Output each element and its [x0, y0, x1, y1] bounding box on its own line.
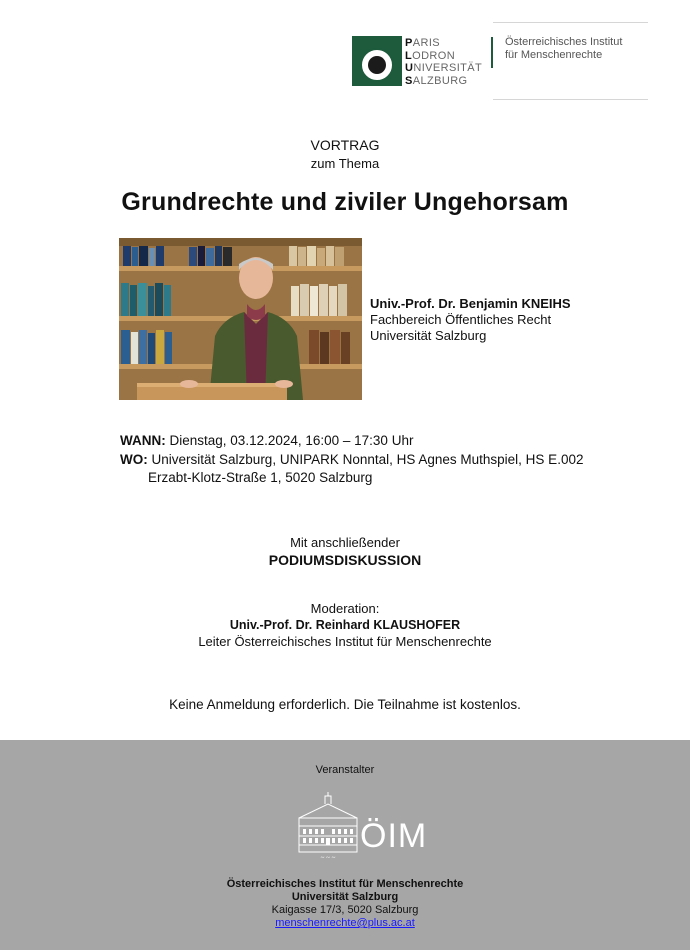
where-line — [120, 451, 583, 470]
divider — [493, 22, 648, 23]
plus-line: UNIVERSITÄT — [405, 62, 483, 74]
oim-wordmark: ÖIM — [360, 817, 428, 855]
organizer-label: Veranstalter — [315, 764, 375, 776]
speaker-info — [370, 296, 571, 344]
oim-header-line1: Österreichisches Institut — [505, 36, 623, 48]
where-label: WO: — [120, 451, 148, 467]
moderation-label: Moderation: — [310, 601, 380, 616]
event-subtitle: zum Thema — [310, 156, 380, 171]
when-line — [120, 432, 583, 451]
lion-emblem-icon — [360, 48, 394, 82]
discussion-title: PODIUMSDISKUSSION — [268, 552, 422, 568]
plus-line: SALZBURG — [405, 74, 468, 87]
plus-wordmark — [405, 37, 482, 87]
plus-logo — [352, 36, 402, 86]
speaker-photo — [119, 238, 362, 400]
address-line: Erzabt-Klotz-Straße 1, 5020 Salzburg — [148, 470, 373, 485]
page-title: Grundrechte und ziviler Ungehorsam — [121, 188, 569, 216]
footer-address: Kaigasse 17/3, 5020 Salzburg — [271, 904, 419, 916]
svg-text:~ ~ ~: ~ ~ ~ — [320, 854, 336, 862]
when-label: WANN: — [120, 433, 166, 448]
speaker-institution: Universität Salzburg — [370, 328, 487, 343]
moderator-name: Univ.-Prof. Dr. Reinhard KLAUSHOFER — [229, 618, 461, 632]
footer-institute: Österreichisches Institut für Menschenrechte — [226, 878, 464, 890]
speaker-name: Univ.-Prof. Dr. Benjamin KNEIHS — [370, 296, 571, 311]
event-kind: VORTRAG — [310, 137, 380, 153]
divider — [493, 99, 648, 100]
when-value: Dienstag, 03.12.2024, 16:00 – 17:30 Uhr — [169, 433, 414, 448]
oim-header-logo — [505, 36, 622, 62]
oim-accent-bar — [491, 37, 493, 68]
plus-line: PARIS — [405, 37, 441, 49]
email-link[interactable]: menschenrechte@plus.ac.at — [275, 917, 415, 929]
plus-line: LODRON — [405, 49, 456, 62]
event-details — [120, 432, 583, 488]
speaker-department: Fachbereich Öffentliches Recht — [370, 312, 552, 327]
footer-university: Universität Salzburg — [291, 891, 399, 903]
moderator-role: Leiter Österreichisches Institut für Menschenrechte — [198, 634, 492, 649]
oim-header-line2: für Menschenrechte — [505, 49, 603, 61]
where-value: Universität Salzburg, UNIPARK Nonntal, HS Agnes Muthspiel, HS E.002 — [151, 451, 584, 467]
registration-note: Keine Anmeldung erforderlich. Die Teilnahme ist kostenlos. — [169, 697, 521, 712]
discussion-intro: Mit anschließender — [290, 535, 400, 550]
